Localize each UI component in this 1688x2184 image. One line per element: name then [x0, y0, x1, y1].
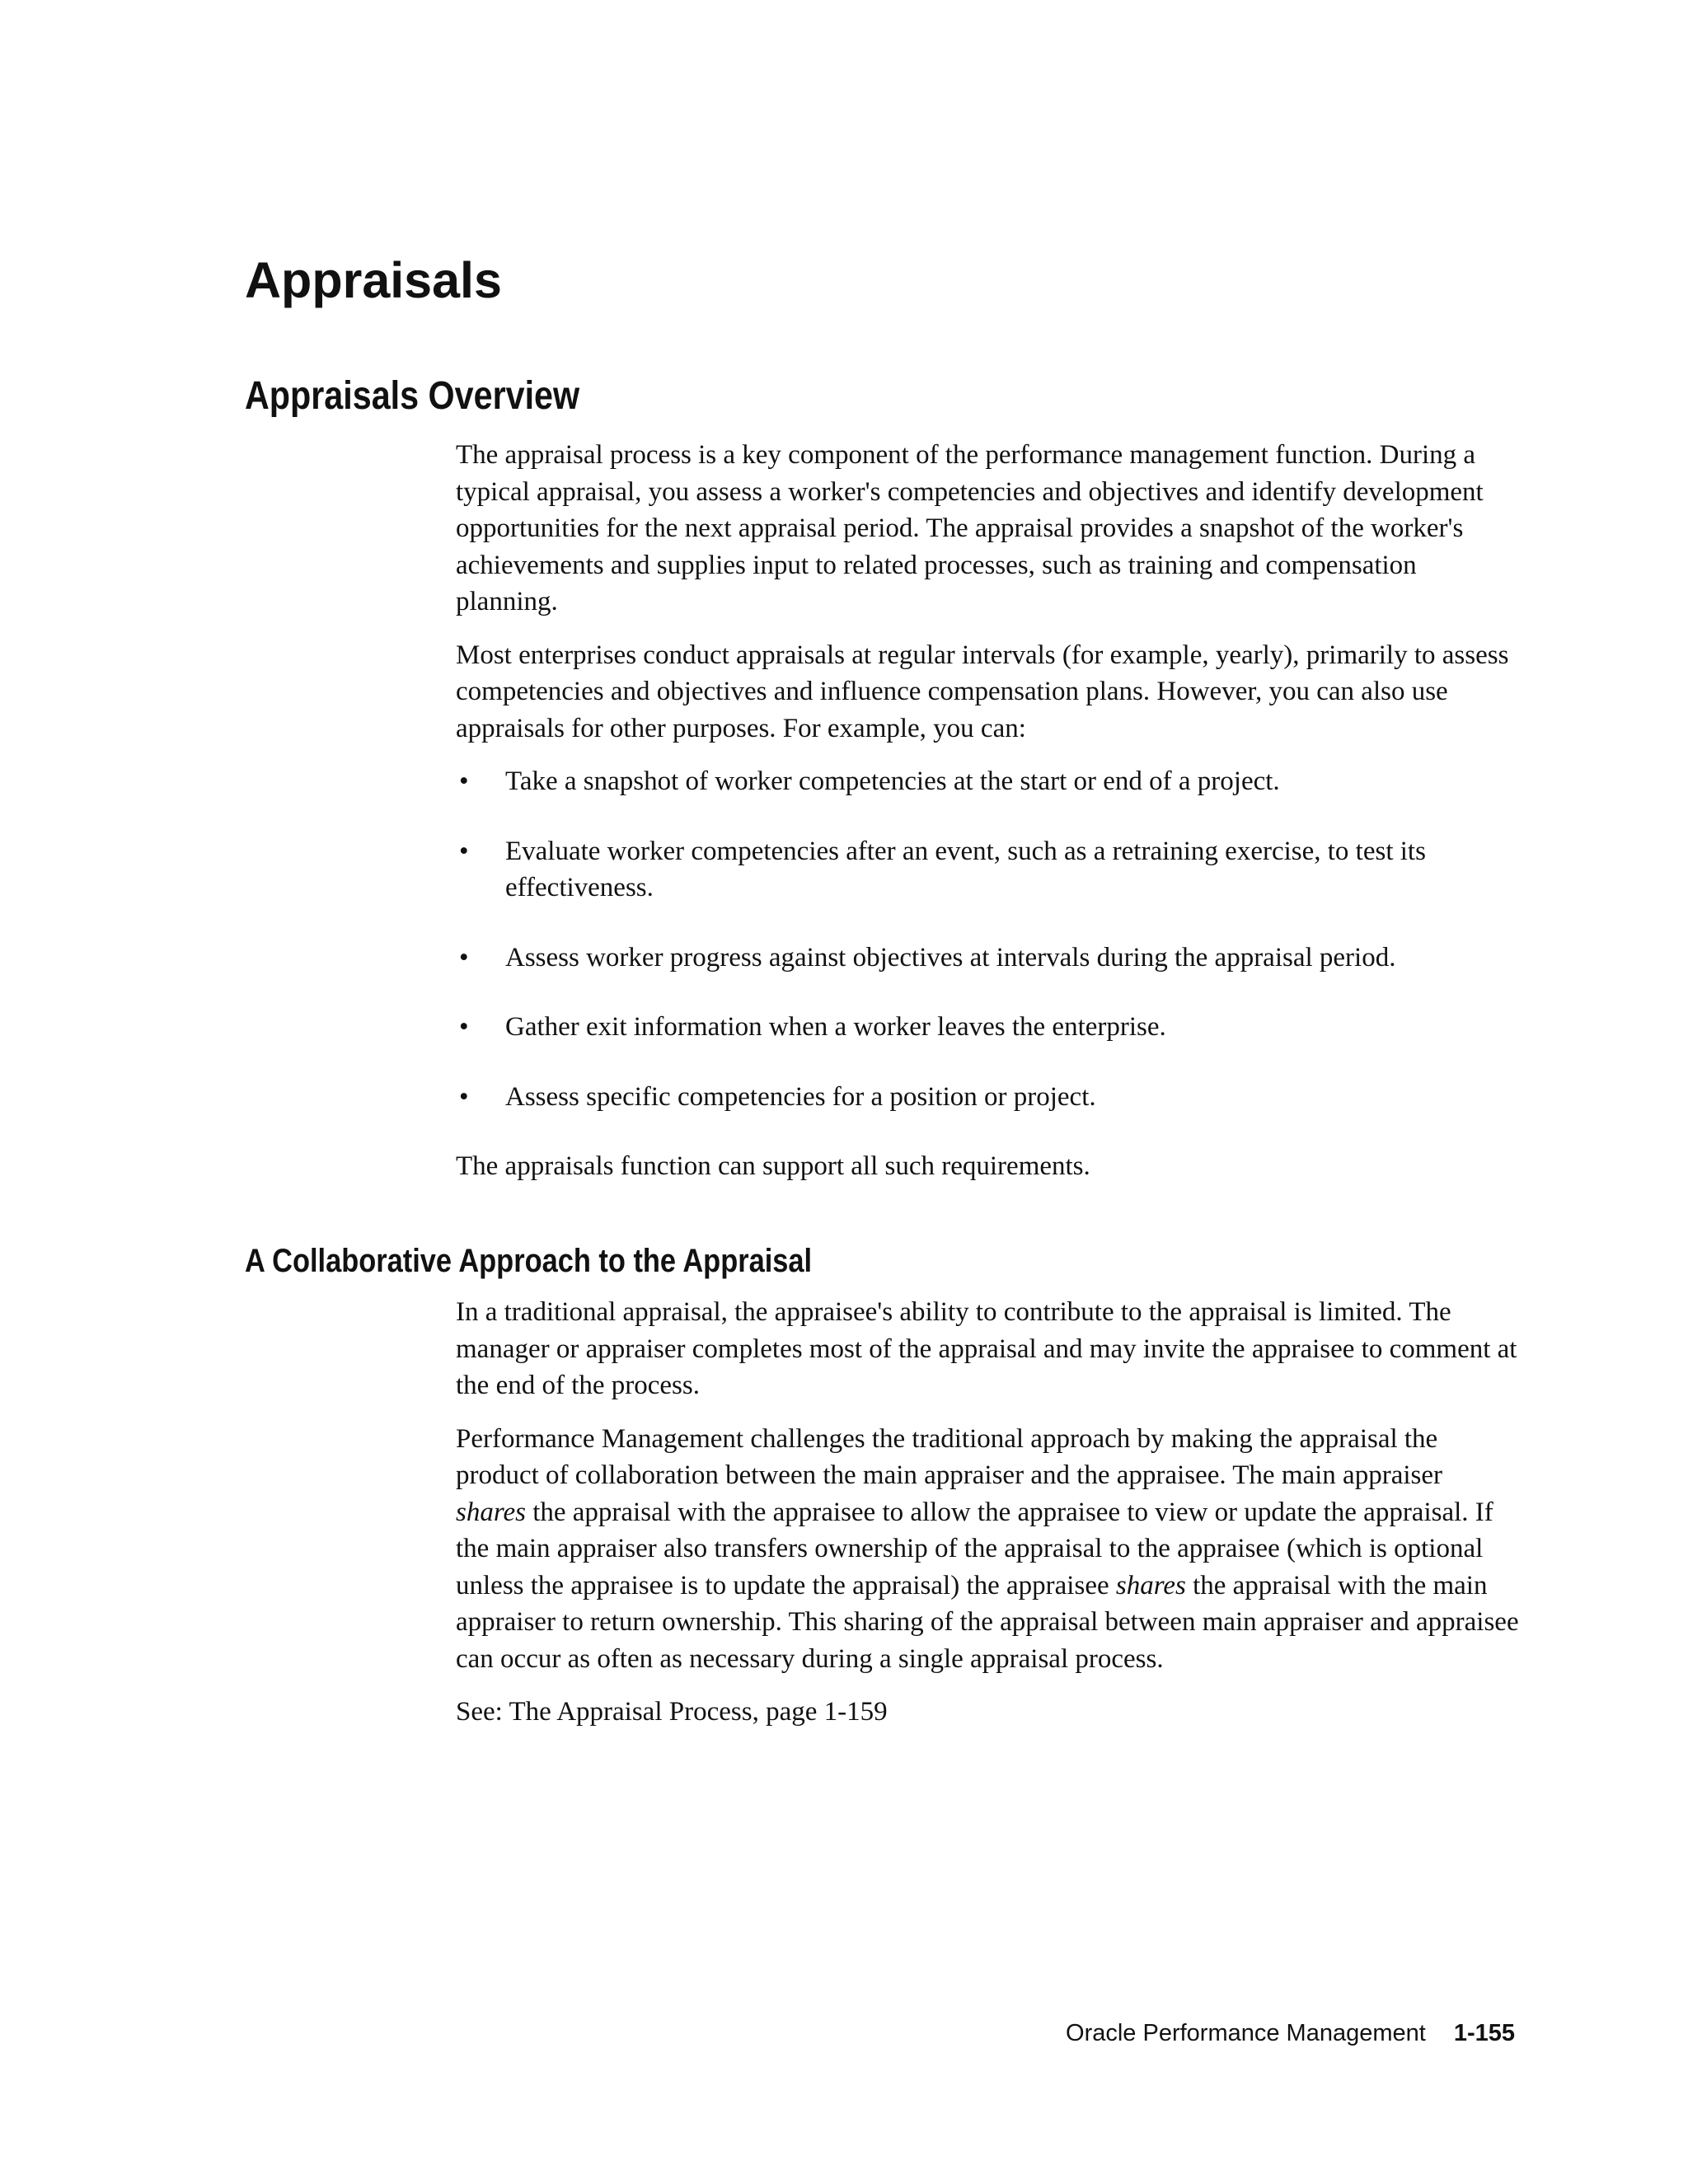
list-item — [456, 1009, 1519, 1046]
paragraph-text: the appraisal with the main appraiser to return ownership. This sharing of the appraisal between main appraiser and appraisee can occur as often as necessary during a single appraisal process. — [456, 1570, 1519, 1674]
section-heading-appraisals-overview: Appraisals Overview — [245, 374, 580, 418]
page-footer — [1066, 2017, 1515, 2050]
bullet-list — [456, 763, 1519, 1115]
paragraph: The appraisals function can support all such requirements. — [456, 1151, 1090, 1181]
footer-page-number: 1-155 — [1453, 2020, 1515, 2046]
list-item — [456, 1079, 1519, 1116]
section-heading-collaborative-approach: A Collaborative Approach to the Appraisal — [245, 1243, 813, 1279]
cross-reference: See: The Appraisal Process, page 1-159 — [456, 1697, 888, 1727]
footer-book-title: Oracle Performance Management — [1066, 2020, 1426, 2046]
list-item-text: Gather exit information when a worker leaves the enterprise. — [505, 1012, 1166, 1042]
paragraph-text: the appraisal with the appraisee to allow the appraisee to view or update the appraisal. If the main appraiser also transfers ownership of the appraisal to the appraisee (which is optional unless the appraisee is to update the appraisal) the appraisee — [456, 1497, 1493, 1601]
paragraph: Most enterprises conduct appraisals at regular intervals (for example, yearly), primarily to assess competencies and objectives and influence compensation plans. However, you can also use appraisals for other purposes. For example, you can: — [456, 640, 1509, 743]
list-item — [456, 940, 1519, 977]
emphasis-text: shares — [1115, 1570, 1186, 1601]
bullet-icon: • — [459, 942, 469, 972]
page-title: Appraisals — [245, 252, 502, 308]
paragraph — [456, 1421, 1519, 1678]
list-item — [456, 833, 1519, 907]
section-body-overview — [456, 437, 1519, 1202]
section-body-collaborative — [456, 1294, 1519, 1747]
bullet-icon: • — [459, 1012, 469, 1042]
bullet-icon: • — [459, 1081, 469, 1112]
bullet-icon: • — [459, 766, 469, 796]
emphasis-text: shares — [456, 1497, 526, 1527]
list-item — [456, 763, 1519, 800]
paragraph: The appraisal process is a key component of the performance management function. During a typical appraisal, you assess a worker's competencies and objectives and identify development opportunities for the next appraisal period. The appraisal provides a snapshot of the worker's achievements and supplies input to related processes, such as training and compensation planning. — [456, 440, 1484, 616]
list-item-text: Take a snapshot of worker competencies at the start or end of a project. — [505, 766, 1280, 796]
paragraph-text: Performance Management challenges the traditional approach by making the appraisal the product of collaboration between the main appraiser and the appraisee. The main appraiser — [456, 1423, 1442, 1490]
list-item-text: Assess worker progress against objectives at intervals during the appraisal period. — [505, 942, 1396, 972]
list-item-text: Evaluate worker competencies after an event, such as a retraining exercise, to test its effectiveness. — [505, 836, 1426, 902]
bullet-icon: • — [459, 836, 469, 866]
list-item-text: Assess specific competencies for a position or project. — [505, 1081, 1096, 1112]
paragraph: In a traditional appraisal, the appraisee's ability to contribute to the appraisal is limited. The manager or appraiser completes most of the appraisal and may invite the appraisee to comment at the end of the process. — [456, 1297, 1517, 1400]
